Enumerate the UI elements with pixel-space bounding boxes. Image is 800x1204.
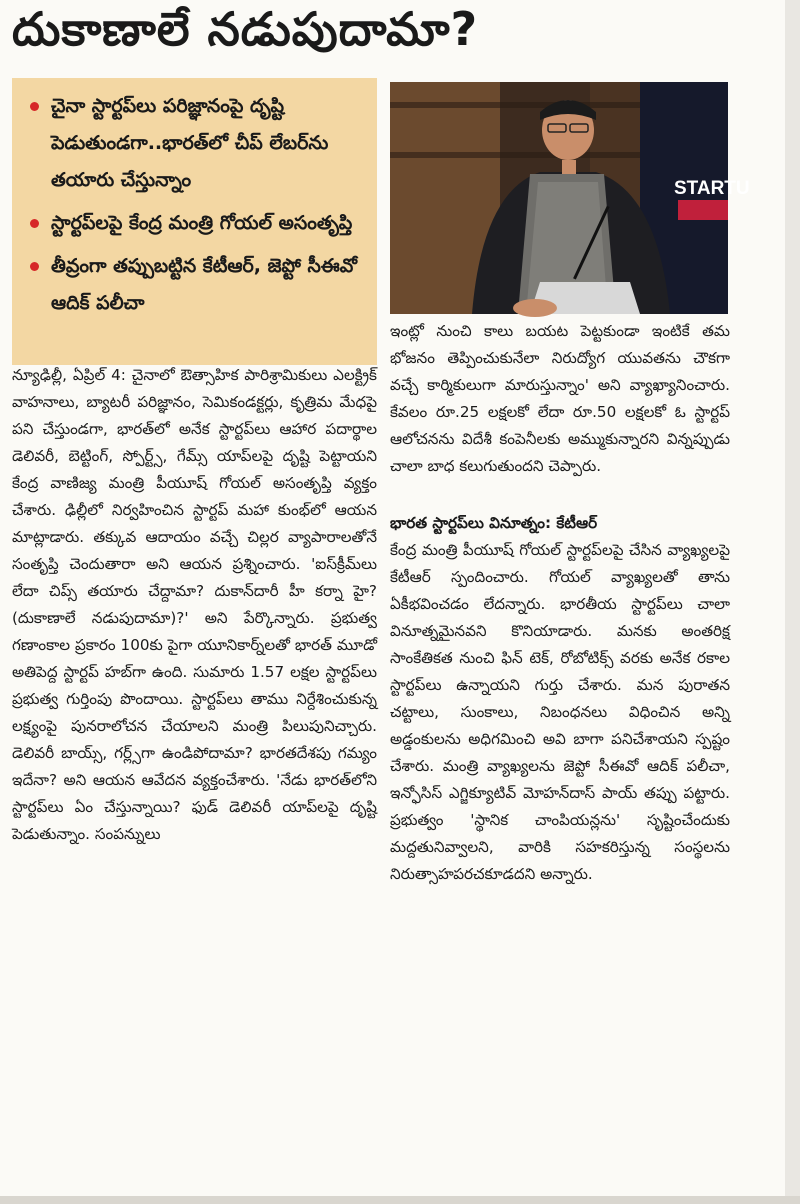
highlight-text: తీవ్రంగా తప్పుబట్టిన కేటీఆర్, జెప్టో సీఈవో ఆదిక్ పలీచా [51, 255, 357, 314]
article-paragraph: ఇంట్లో నుంచి కాలు బయట పెట్టకుండా ఇంటికే తమ భోజనం తెప్పించుకునేలా నిరుద్యోగ యువతను చౌకగా వచ్చే కార్మికులుగా మారుస్తున్నాం' అని వ్యాఖ్యానించారు. కేవలం రూ.25 లక్షలకో లేదా రూ.50 లక్షలకో ఓ స్టార్టప్ ఆలోచనను విదేశీ కంపెనీలకు అమ్ముకున్నారని విన్నప్పుడు చాలా బాధ కలుగుతుందని చెప్పారు. [390, 322, 730, 475]
headline: దుకాణాలే నడుపుదామా? [12, 2, 479, 56]
highlight-text: స్టార్టప్‌లపై కేంద్ర మంత్రి గోయల్ అసంతృప్తి [51, 212, 353, 234]
speaker-photo [390, 82, 750, 314]
highlight-item [26, 248, 363, 322]
article-paragraph: న్యూఢిల్లీ, ఏప్రిల్ 4: చైనాలో ఔత్సాహిక పారిశ్రామికులు ఎలక్ట్రిక్ వాహనాలు, బ్యాటరీ పరిజ్ఞానం, సెమికండక్టర్లు, కృత్రిమ మేధపై పని చేస్తుండగా, భారత్‌లో అనేక స్టార్టప్‌లు ఆహార పదార్థాల డెలివరీ, బెట్టింగ్, స్పోర్ట్స్, గేమ్స్ యాప్‌లపై దృష్టి పెట్టాయని కేంద్ర వాణిజ్య మంత్రి పీయూష్ గోయల్ అసంతృప్తి వ్యక్తం చేశారు. ఢిల్లీలో నిర్వహించిన స్టార్టప్ మహా కుంభ్‌లో ఆయన మాట్లాడారు. తక్కువ ఆదాయం వచ్చే చిల్లర వ్యాపారాలతోనే సంతృప్తి చెందుతారా అని ఆయన ప్రశ్నించారు. 'ఐస్‌క్రీమ్‌లు లేదా చిప్స్ తయారు చేద్దామా? దుకాన్‌దారీ హీ కర్నా హై? (దుకాణాలే నడుపుదామా)?' అని పేర్కొన్నారు. ప్రభుత్వ గణాంకాల ప్రకారం 100కు పైగా యూనికార్న్‌లతో భారత్ మూడో అతిపెద్ద స్టార్టప్ హబ్‌గా ఉంది. సుమారు 1.57 లక్షల స్టార్టప్‌లు ప్రభుత్వ గుర్తింపు పొందాయి. స్టార్టప్‌లు తాము నిర్దేశించుకున్న లక్ష్యంపై పునరాలోచన చేయాలని మంత్రి పిలుపునిచ్చారు. డెలివరీ బాయ్స్, గర్ల్స్‌గా ఉండిపోదామా? భారతదేశపు గమ్యం ఇదేనా? అని ఆయన ఆవేదన వ్యక్తంచేశారు. 'నేడు భారత్‌లోని స్టార్టప్‌లు ఏం చేస్తున్నాయి? ఫుడ్ డెలివరీ యాప్‌లపై దృష్టి పెడుతున్నాం. సంపన్నులు [12, 366, 377, 843]
article-subheading: భారత స్టార్టప్‌లు వినూత్నం: కేటీఆర్ [390, 514, 598, 532]
bullet-icon [30, 262, 39, 271]
highlight-item [26, 205, 363, 242]
highlights-box [12, 78, 377, 365]
speaker-photo-icon [390, 82, 750, 314]
bullet-icon [30, 102, 39, 111]
article-left-column [12, 362, 377, 1194]
page-margin-strip [785, 0, 800, 1204]
highlight-item [26, 88, 363, 199]
article-right-column [390, 318, 730, 1194]
bullet-icon [30, 219, 39, 228]
article-paragraph: కేంద్ర మంత్రి పీయూష్ గోయల్ స్టార్టప్‌లపై చేసిన వ్యాఖ్యలపై కేటీఆర్ స్పందించారు. గోయల్ వ్యాఖ్యలతో తాను ఏకీభవించడం లేదన్నారు. భారతీయ స్టార్టప్‌లు చాలా వినూత్నమైనవని కొనియాడారు. మనకు అంతరిక్ష సాంకేతికత నుంచి ఫిన్ టెక్, రోబోటిక్స్ వరకు అనేక రకాల స్టార్టప్‌లు ఉన్నాయని గుర్తు చేశారు. మన పురాతన చట్టాలు, సుంకాలు, నిబంధనలు విధించిన అన్ని అడ్డంకులను అధిగమించి అవి బాగా పనిచేశాయని స్పష్టం చేశారు. మంత్రి వ్యాఖ్యలను జెప్టో సీఈవో ఆదిక్ పలీచా, ఇన్ఫోసిస్ ఎగ్జిక్యూటివ్ మోహన్‌దాస్ పాయ్ తప్పు పట్టారు. ప్రభుత్వం 'స్థానిక చాంపియన్లను' సృష్టించేందుకు మద్దతునివ్వాలని, వారికి సహకరిస్తున్న సంస్థలను నిరుత్సాహపరచకూడదని అన్నారు. [390, 541, 730, 883]
backdrop-text: STARTU [674, 178, 750, 199]
highlight-text: చైనా స్టార్టప్‌లు పరిజ్ఞానంపై దృష్టి పెడుతుండగా..భారత్‌లో చీప్ లేబర్‌ను తయారు చేస్తున్నాం [51, 95, 329, 191]
page-bottom-edge [0, 1196, 800, 1204]
